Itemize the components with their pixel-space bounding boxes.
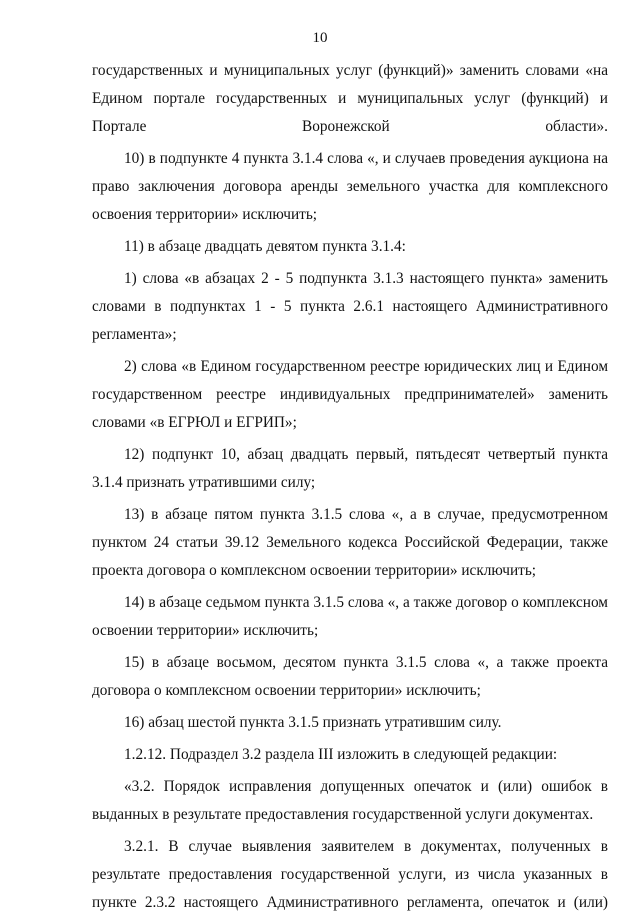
paragraph: 12) подпункт 10, абзац двадцать первый, пятьдесят четвертый пункта 3.1.4 признать утратившими силу; (92, 446, 608, 491)
paragraph: «3.2. Порядок исправления допущенных опечаток и (или) ошибок в выданных в результате предоставления государственной услуги документах. (92, 778, 608, 823)
paragraph: 14) в абзаце седьмом пункта 3.1.5 слова «, а также договор о комплексном освоении территории» исключить; (92, 594, 608, 639)
paragraph: 16) абзац шестой пункта 3.1.5 признать утратившим силу. (124, 714, 502, 731)
paragraph: 1) слова «в абзацах 2 - 5 подпункта 3.1.3 настоящего пункта» заменить словами в подпунктах 1 - 5 пункта 2.6.1 настоящего Административного регламента»; (92, 270, 608, 343)
paragraph: 15) в абзаце восьмом, десятом пункта 3.1.5 слова «, а также проекта договора о комплексном освоении территории» исключить; (92, 654, 608, 699)
document-body (92, 57, 608, 917)
page-number: 10 (312, 30, 328, 46)
paragraph: государственных и муниципальных услуг (функций)» заменить словами «на Едином портале государственных и муниципальных услуг (функций) и Портале Воронежской области». (92, 62, 608, 135)
paragraph: 10) в подпункте 4 пункта 3.1.4 слова «, и случаев проведения аукциона на право заключения договора аренды земельного участка для комплексного освоения территории» исключить; (92, 150, 608, 223)
paragraph: 2) слова «в Едином государственном реестре юридических лиц и Едином государственном реестре индивидуальных предпринимателей» заменить словами «в ЕГРЮЛ и ЕГРИП»; (92, 358, 608, 431)
paragraph: 1.2.12. Подраздел 3.2 раздела III изложить в следующей редакции: (124, 746, 558, 763)
paragraph: 11) в абзаце двадцать девятом пункта 3.1.4: (124, 238, 406, 255)
paragraph: 3.2.1. В случае выявления заявителем в документах, полученных в результате предоставления государственной услуги, из числа указанных в пункте 2.3.2 настоящего Административного регламента, опечаток и (или) (92, 838, 608, 911)
paragraph: 13) в абзаце пятом пункта 3.1.5 слова «, а в случае, предусмотренном пунктом 24 статьи 39.12 Земельного кодекса Российской Федерации, также проекта договора о комплексном освоении территории» исключить; (92, 506, 608, 579)
